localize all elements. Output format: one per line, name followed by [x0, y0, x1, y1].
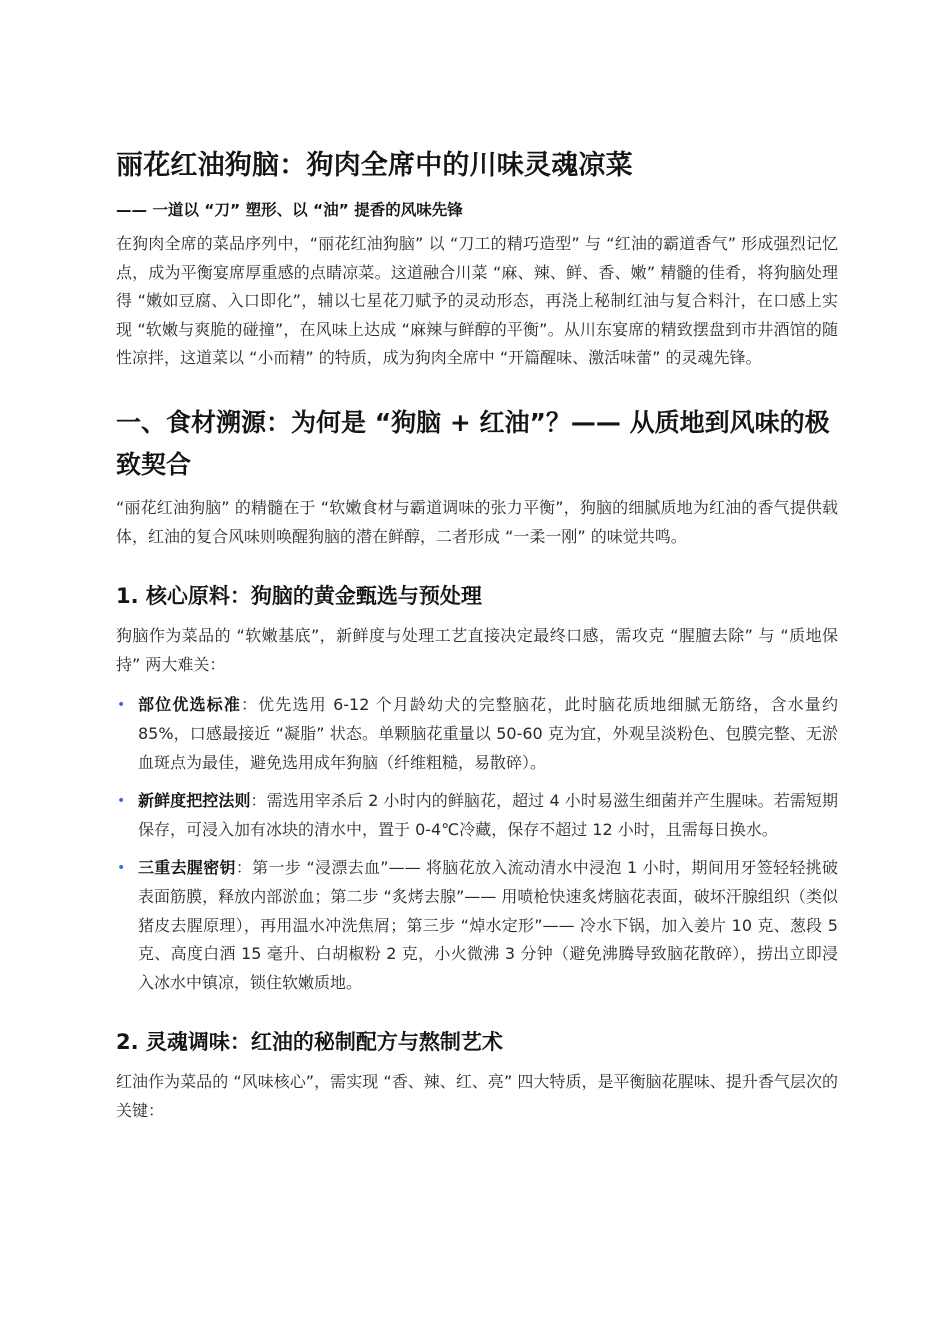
- bullet-dot-icon: •: [117, 793, 126, 810]
- subsection-2-heading: 2. 灵魂调味：红油的秘制配方与熬制艺术: [116, 1030, 503, 1055]
- list-item: [116, 787, 838, 844]
- subsection-2-paragraph: 红油作为菜品的 “风味核心”，需实现 “香、辣、红、亮” 四大特质，是平衡脑花腥味、提升香气层次的关键：: [116, 1072, 838, 1120]
- section-1-paragraph: “丽花红油狗脑” 的精髓在于 “软嫩食材与霸道调味的张力平衡”，狗脑的细腻质地为红油的香气提供载体，红油的复合风味则唤醒狗脑的潜在鲜醇，二者形成 “一柔一刚” 的味觉共鸣。: [116, 497, 838, 546]
- list-item: [116, 854, 838, 997]
- article-title: 丽花红油狗脑：狗肉全席中的川味灵魂凉菜: [116, 150, 633, 181]
- article-subtitle: —— 一道以 “刀” 塑形、以 “油” 提香的风味先锋: [116, 201, 463, 219]
- list-item: [116, 691, 838, 777]
- section-1-heading: 一、食材溯源：为何是 “狗脑 + 红油”？—— 从质地到风味的极致契合: [116, 407, 830, 479]
- bullet-dot-icon: •: [117, 860, 126, 877]
- subsection-1-heading: 1. 核心原料：狗脑的黄金甄选与预处理: [116, 584, 482, 609]
- bullet-title: 三重去腥密钥: [138, 858, 236, 878]
- intro-paragraph: 在狗肉全席的菜品序列中，“丽花红油狗脑” 以 “刀工的精巧造型” 与 “红油的霸道香气” 形成强烈记忆点，成为平衡宴席厚重感的点睛凉菜。这道融合川菜 “麻、辣、鲜、香、嫩” 精髓的佳肴，将狗脑处理得 “嫩如豆腐、入口即化”，辅以七星花刀赋予的灵动形态，再浇上秘制红油与复合料汁，在口感上实现 “软嫩与爽脆的碰撞”，在风味上达成 “麻辣与鲜醇的平衡”。从川东宴席的精致摆盘到市井酒馆的随性凉拌，这道菜以 “小而精” 的特质，成为狗肉全席中 “开篇醒味、激活味蕾” 的灵魂先锋。: [116, 234, 838, 368]
- bullet-title: 新鲜度把控法则: [138, 791, 251, 811]
- bullet-text: ：优先选用 6-12 个月龄幼犬的完整脑花，此时脑花质地细腻无筋络，含水量约 85%，口感最接近 “凝脂” 状态。单颗脑花重量以 50-60 克为宜，外观呈淡粉色、包膜完整、无淤血斑点为最佳，避免选用成年狗脑（纤维粗糙，易散碎）。: [138, 695, 838, 772]
- bullet-list: [116, 691, 838, 997]
- bullet-text: ：第一步 “浸漂去血”—— 将脑花放入流动清水中浸泡 1 小时，期间用牙签轻轻挑破表面筋膜，释放内部淤血；第二步 “炙烤去腺”—— 用喷枪快速炙烤脑花表面，破坏汗腺组织（类似猪皮去腥原理），再用温水冲洗焦屑；第三步 “焯水定形”—— 冷水下锅，加入姜片 10 克、葱段 5 克、高度白酒 15 毫升、白胡椒粉 2 克，小火微沸 3 分钟（避免沸腾导致脑花散碎），捞出立即浸入冰水中镇凉，锁住软嫩质地。: [138, 858, 838, 992]
- document-page: [116, 146, 838, 1125]
- bullet-dot-icon: •: [117, 697, 126, 714]
- bullet-title: 部位优选标准: [138, 695, 241, 715]
- bullet-text: ：需选用宰杀后 2 小时内的鲜脑花，超过 4 小时易滋生细菌并产生腥味。若需短期保存，可浸入加有冰块的清水中，置于 0-4℃冷藏，保存不超过 12 小时，且需每日换水。: [138, 791, 838, 839]
- subsection-1-paragraph: 狗脑作为菜品的 “软嫩基底”，新鲜度与处理工艺直接决定最终口感，需攻克 “腥膻去除” 与 “质地保持” 两大难关：: [116, 626, 838, 674]
